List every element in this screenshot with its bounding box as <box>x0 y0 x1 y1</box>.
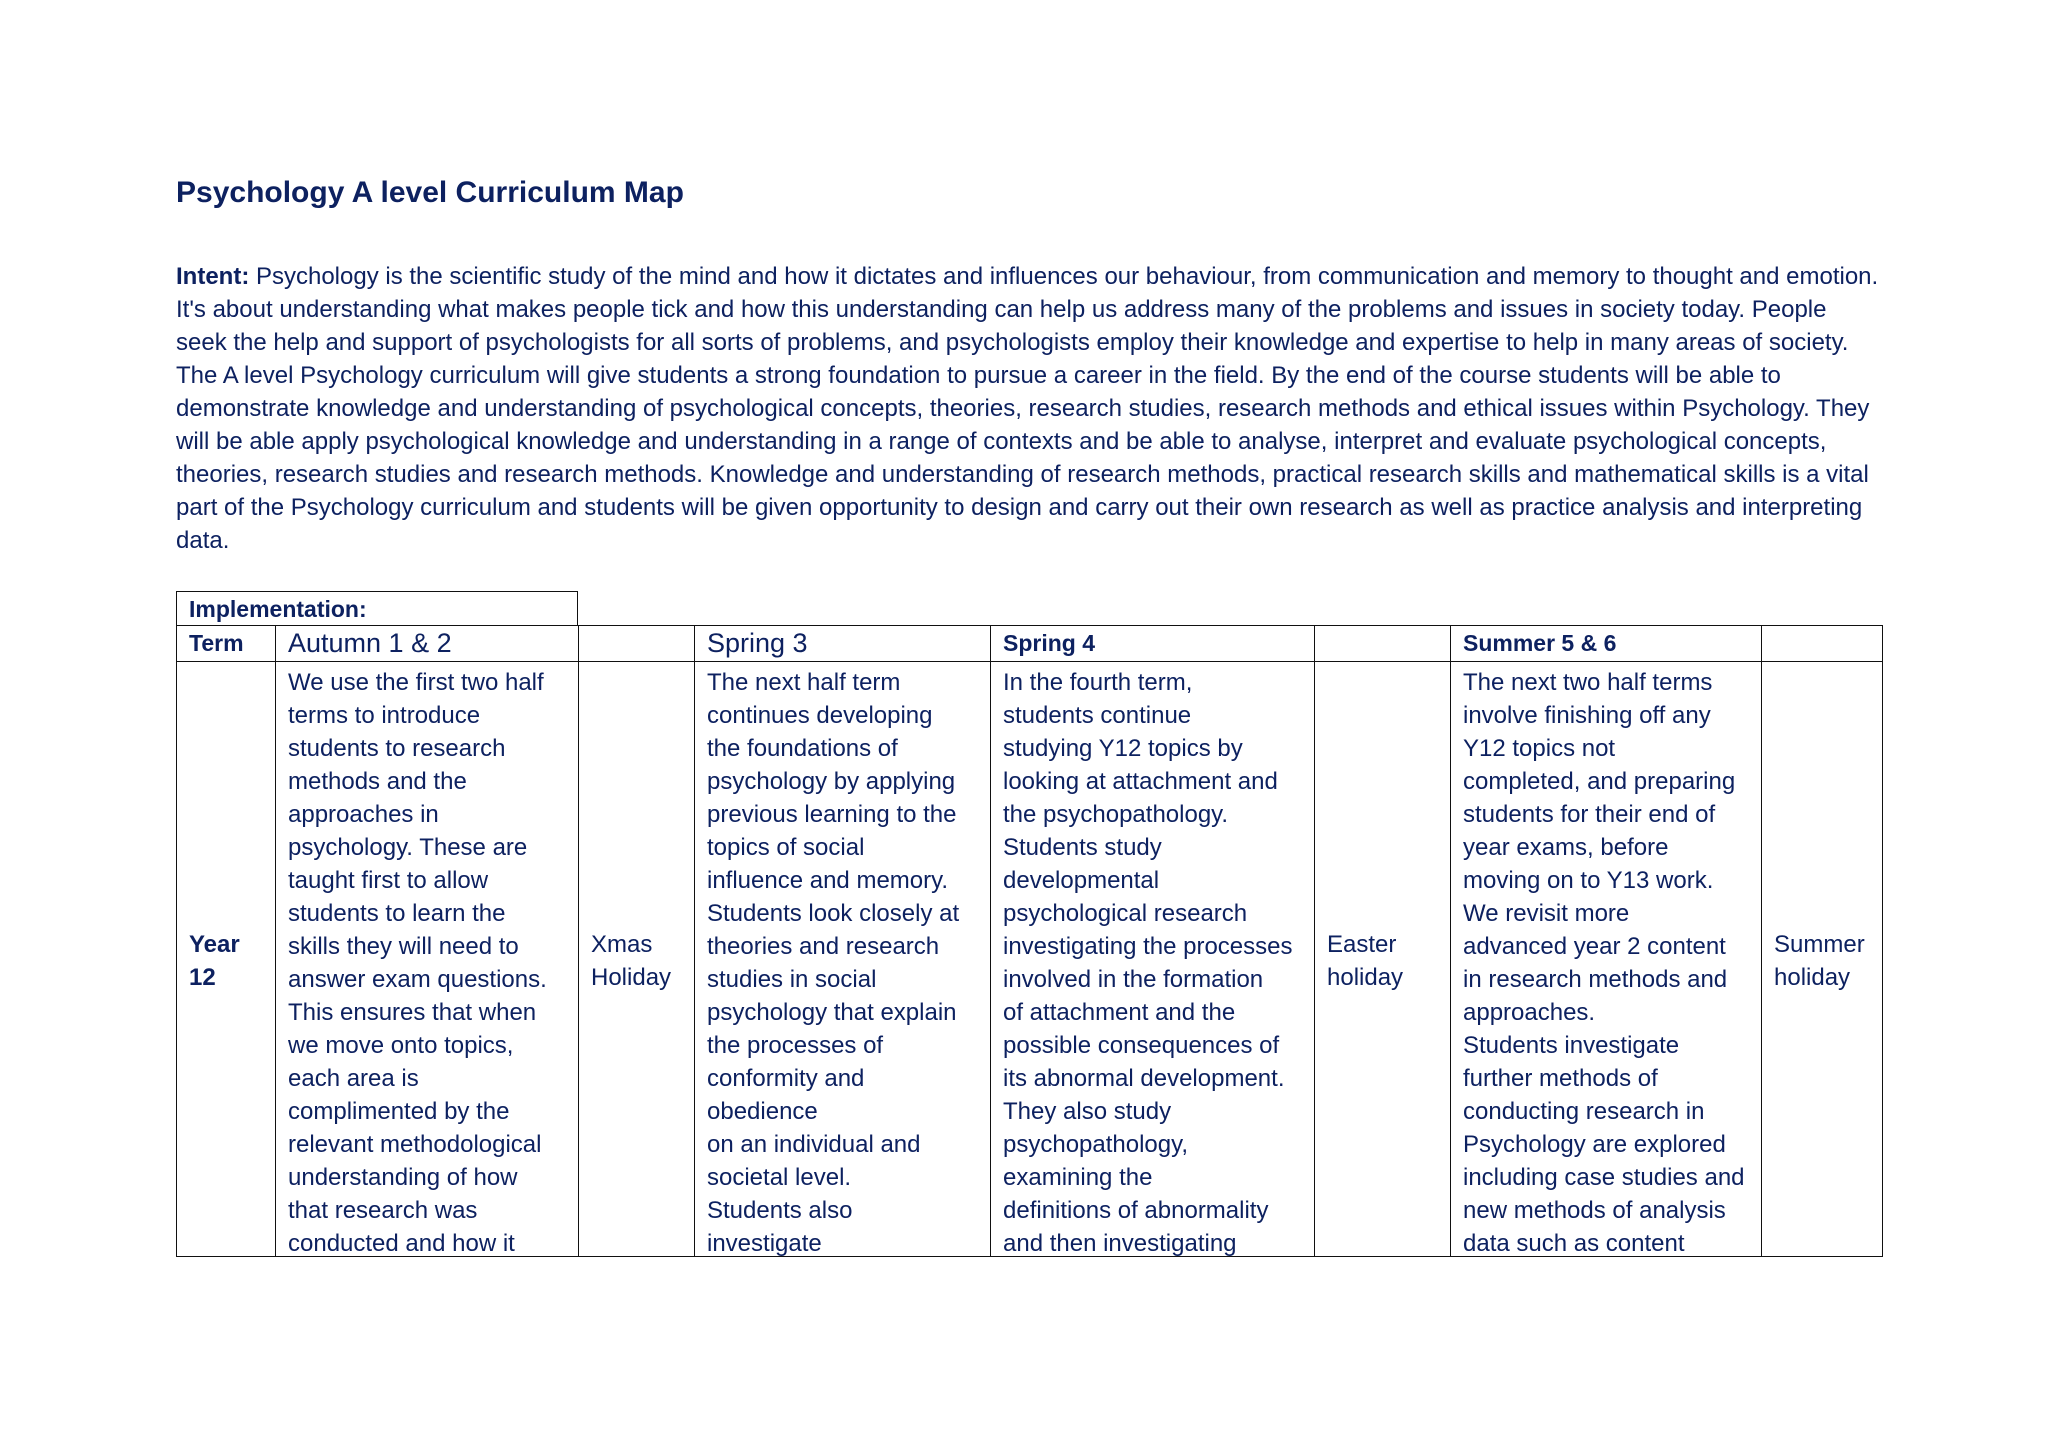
spring-3-cell: The next half term continues developing the foundations of psychology by applying previous learning to the topics of social influence and memory. Students look closely at theories and research studies in social psychology that explain the processes of conformity and obedience on an individual and societal level. Students also investigate <box>695 662 991 1257</box>
header-spring-3: Spring 3 <box>695 626 991 662</box>
header-xmas <box>579 626 695 662</box>
implementation-label: Implementation: <box>176 591 578 625</box>
header-summer-holiday <box>1762 626 1883 662</box>
autumn-cell: We use the first two half terms to introduce students to research methods and the approaches in psychology. These are taught first to allow students to learn the skills they will need to answer exam questions. This ensures that when we move onto topics, each area is complimented by the relevant methodological understanding of how that research was conducted and how it <box>276 662 579 1257</box>
document-page <box>176 0 1882 1448</box>
intent-label: Intent: <box>176 263 250 290</box>
header-autumn: Autumn 1 & 2 <box>276 626 579 662</box>
header-summer: Summer 5 & 6 <box>1451 626 1762 662</box>
easter-holiday-cell: Easter holiday <box>1315 662 1451 1257</box>
page-title: Psychology A level Curriculum Map <box>176 176 684 209</box>
curriculum-table <box>176 625 1883 1257</box>
table-row-year-12 <box>177 662 1883 1257</box>
xmas-holiday-cell: Xmas Holiday <box>579 662 695 1257</box>
table-header-row <box>177 626 1883 662</box>
year-12-label: Year 12 <box>177 662 276 1257</box>
summer-cell: The next two half terms involve finishing off any Y12 topics not completed, and preparing students for their end of year exams, before moving on to Y13 work. We revisit more advanced year 2 content in research methods and approaches. Students investigate further methods of conducting research in Psychology are explored including case studies and new methods of analysis data such as content <box>1451 662 1762 1257</box>
intent-paragraph <box>176 260 1882 557</box>
summer-holiday-cell: Summer holiday <box>1762 662 1883 1257</box>
spring-4-cell: In the fourth term, students continue studying Y12 topics by looking at attachment and the psychopathology. Students study developmental psychological research investigating the processes involved in the formation of attachment and the possible consequences of its abnormal development. They also study psychopathology, examining the definitions of abnormality and then investigating <box>991 662 1315 1257</box>
intent-text: Psychology is the scientific study of the mind and how it dictates and influences our behaviour, from communication and memory to thought and emotion. It's about understanding what makes people tick and how this understanding can help us address many of the problems and issues in society today. People seek the help and support of psychologists for all sorts of problems, and psychologists employ their knowledge and expertise to help in many areas of society. The A level Psychology curriculum will give students a strong foundation to pursue a career in the field. By the end of the course students will be able to demonstrate knowledge and understanding of psychological concepts, theories, research studies, research methods and ethical issues within Psychology. They will be able apply psychological knowledge and understanding in a range of contexts and be able to analyse, interpret and evaluate psychological concepts, theories, research studies and research methods. Knowledge and understanding of research methods, practical research skills and mathematical skills is a vital part of the Psychology curriculum and students will be given opportunity to design and carry out their own research as well as practice analysis and interpreting data. <box>176 263 1879 554</box>
header-easter <box>1315 626 1451 662</box>
header-spring-4: Spring 4 <box>991 626 1315 662</box>
header-term: Term <box>177 626 276 662</box>
